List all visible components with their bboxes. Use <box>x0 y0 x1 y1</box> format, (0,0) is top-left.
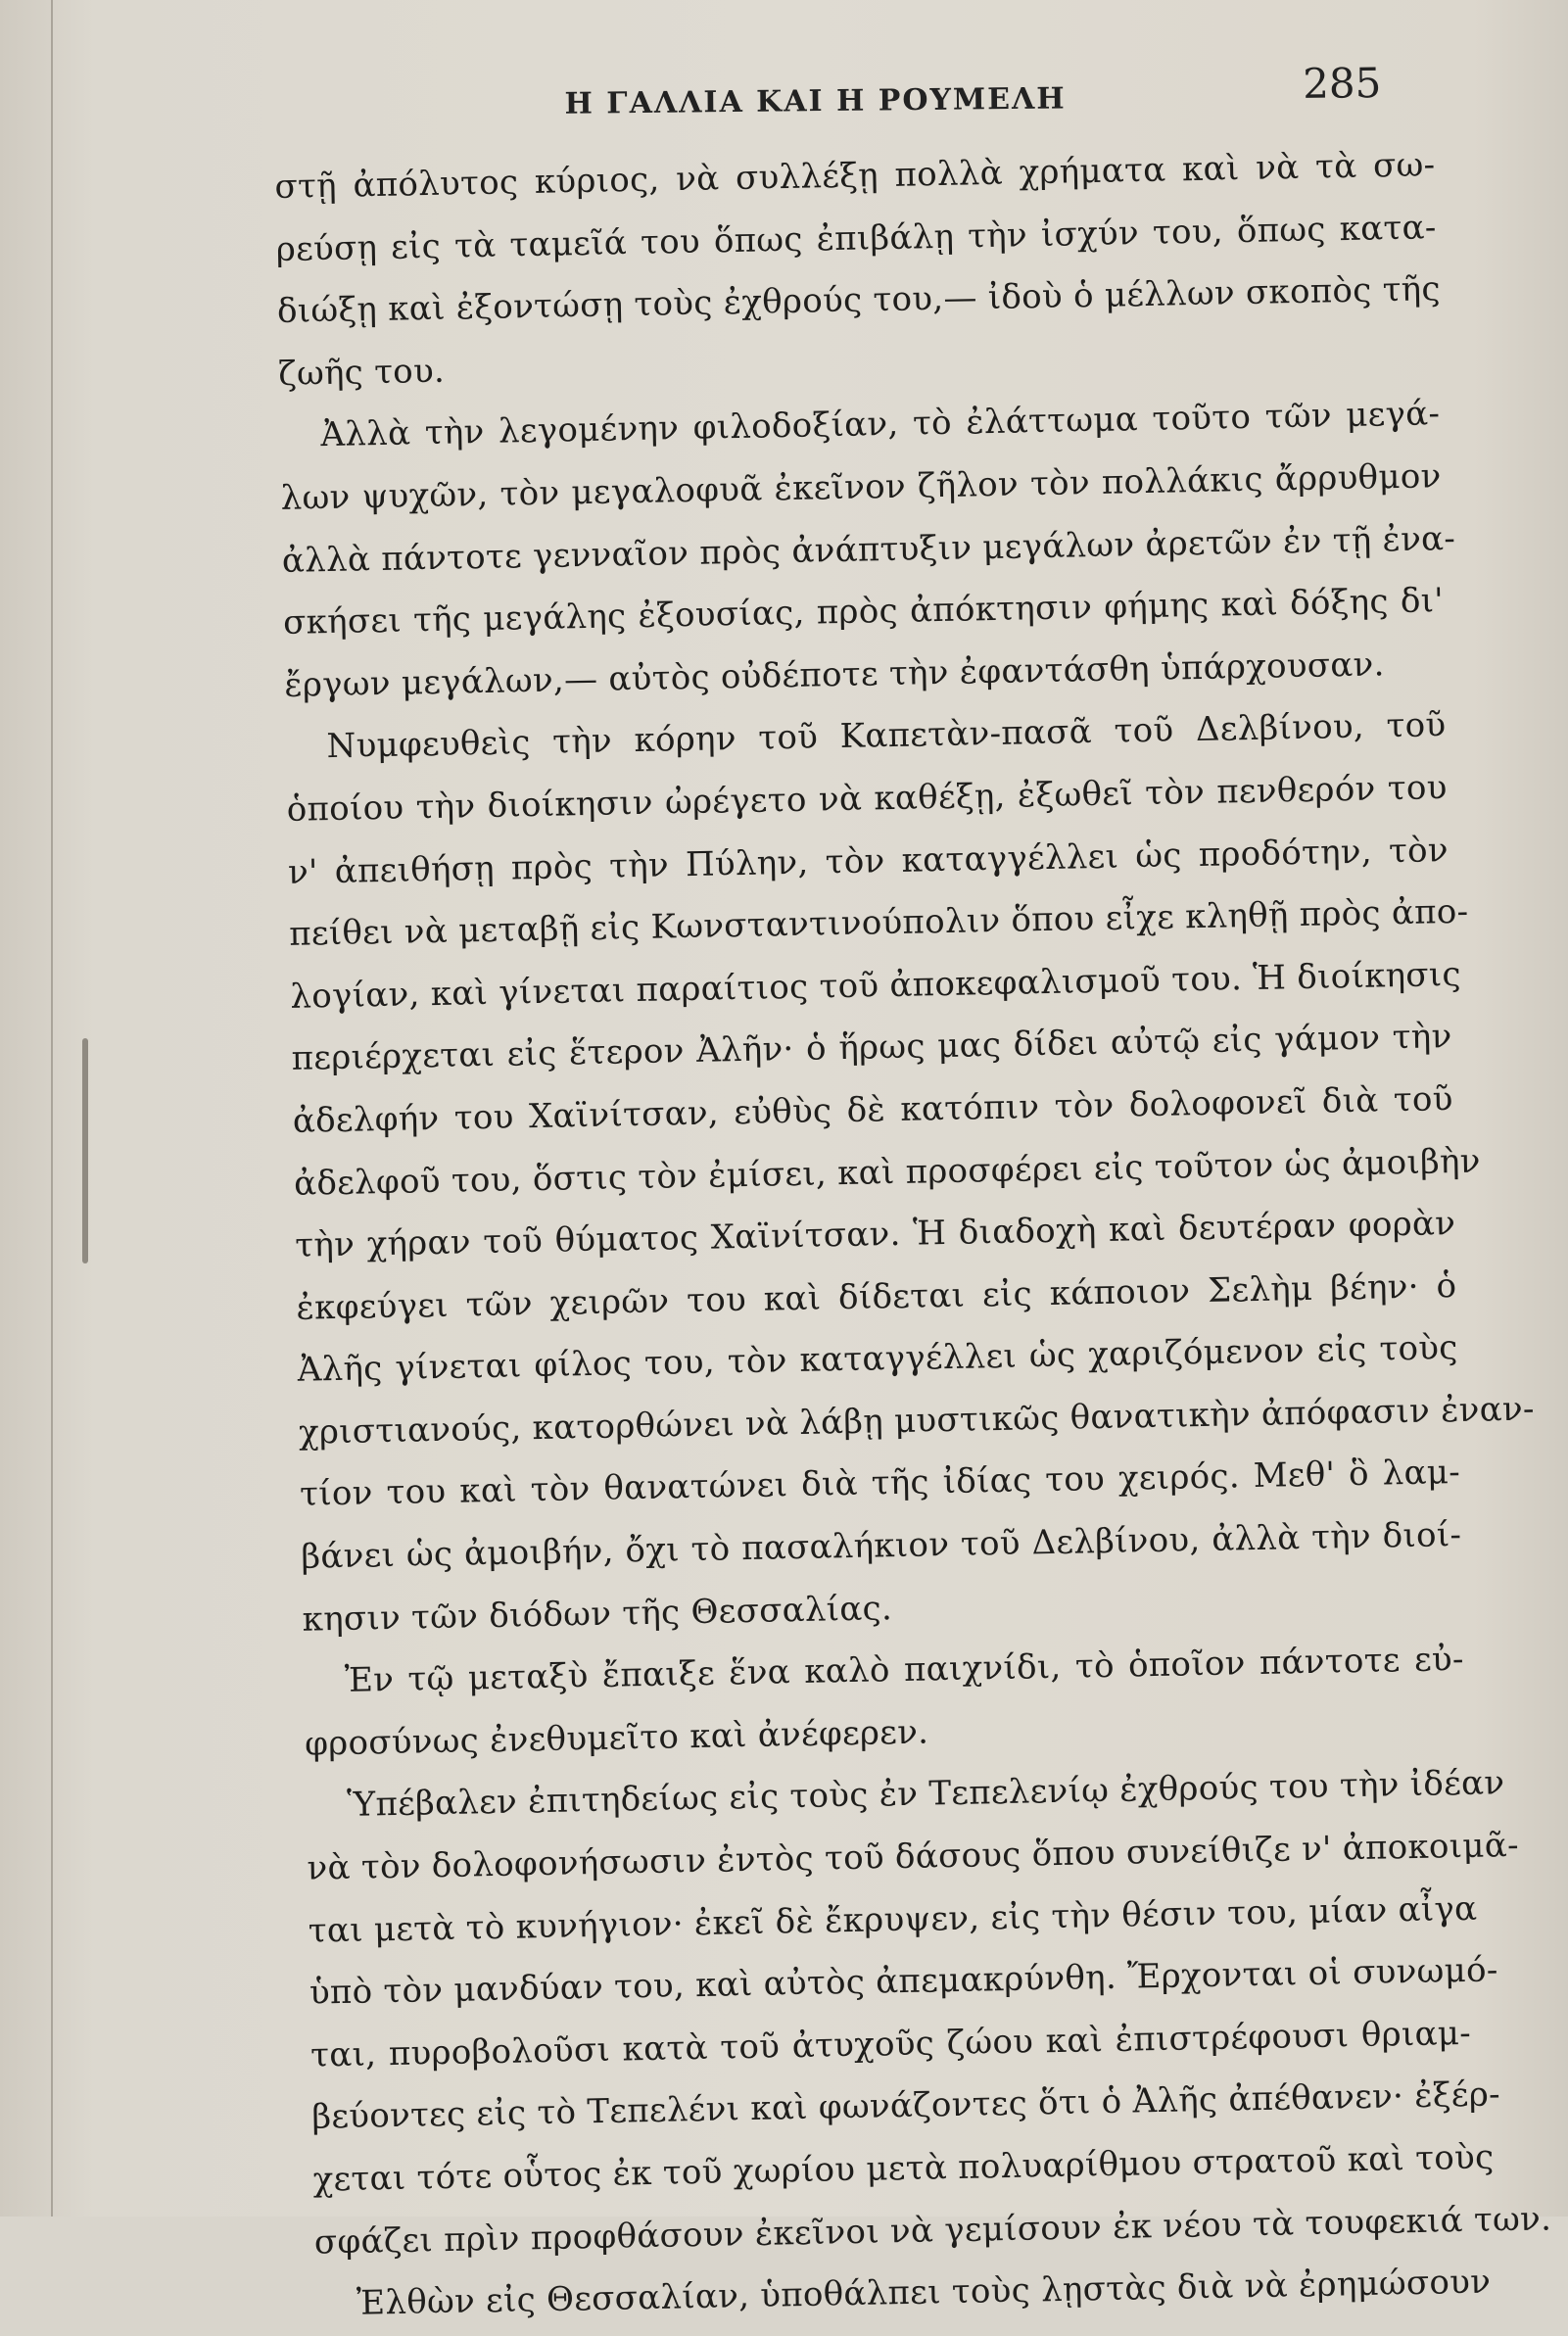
text-line: ρεύσῃ εἰς τὰ ταμεῖά του ὅπως ἐπιβάλῃ τὴν ἰσχύν του, ὅπως κατα- <box>275 207 1437 269</box>
text-line: τίον του καὶ τὸν θανατώνει διὰ τῆς ἰδίας του χειρός. Μεθ' ὃ λαμ- <box>299 1453 1461 1515</box>
text-line: σφάζει πρὶν προφθάσουν ἐκεῖνοι νὰ γεμίσουν ἐκ νέου τὰ τουφεκιά των. <box>313 2198 1552 2263</box>
running-title: Η ΓΑΛΛΙΑ ΚΑΙ Η ΡΟΥΜΕΛΗ <box>564 81 1067 121</box>
text-line: ἀλλὰ πάντοτε γενναῖον πρὸς ἀνάπτυξιν μεγάλων ἀρετῶν ἐν τῇ ἐνα- <box>281 518 1456 581</box>
text-line: βάνει ὡς ἀμοιβήν, ὄχι τὸ πασαλήκιον τοῦ Δελβίνου, ἀλλὰ τὴν διοί- <box>301 1515 1462 1577</box>
text-line: λων ψυχῶν, τὸν μεγαλοφυᾶ ἐκεῖνον ζῆλον τὸν πολλάκις ἄρρυθμον <box>280 456 1442 518</box>
text-line: ὁποίου τὴν διοίκησιν ὠρέγετο νὰ καθέξῃ, ἐξωθεῖ τὸν πενθερόν του <box>286 768 1448 830</box>
text-line: φροσύνως ἐνεθυμεῖτο καὶ ἀνέφερεν. <box>304 1712 929 1764</box>
margin-mark <box>82 1038 88 1263</box>
text-line: πείθει νὰ μεταβῇ εἰς Κωνσταντινούπολιν ὅπου εἶχε κληθῇ πρὸς ἀπο- <box>288 891 1469 954</box>
text-line: ται μετὰ τὸ κυνήγιον· ἐκεῖ δὲ ἔκρυψεν, εἰς τὴν θέσιν του, μίαν αἶγα <box>308 1888 1478 1951</box>
text-line: ὑπὸ τὸν μανδύαν του, καὶ αὐτὸς ἀπεμακρύνθη. Ἔρχονται οἱ συνωμό- <box>309 1950 1498 2013</box>
binding-edge <box>51 0 53 2217</box>
text-line: ζωῆς του. <box>277 351 446 394</box>
text-line: Ἀλλὰ τὴν λεγομένην φιλοδοξίαν, τὸ ἐλάττωμα τοῦτο τῶν μεγά- <box>320 394 1441 455</box>
page-number: 285 <box>1302 59 1382 108</box>
text-line: κησιν τῶν διόδων τῆς Θεσσαλίας. <box>302 1588 893 1640</box>
text-line: ται, πυροβολοῦσι κατὰ τοῦ ἀτυχοῦς ζώου καὶ ἐπιστρέφουσι θριαμ- <box>309 2013 1472 2075</box>
text-line: νὰ τὸν δολοφονήσωσιν ἐντὸς τοῦ δάσους ὅπου συνείθιζε ν' ἀποκοιμᾶ- <box>307 1825 1520 1888</box>
text-line: σκήσει τῆς μεγάλης ἐξουσίας, πρὸς ἀπόκτησιν φήμης καὶ δόξης δι' <box>282 581 1445 644</box>
text-line: Ἐλθὼν εἰς Θεσσαλίαν, ὑποθάλπει τοὺς λῃστὰς διὰ νὰ ἐρημώσουν <box>356 2262 1492 2323</box>
text-line: χριστιανούς, κατορθώνει νὰ λάβῃ μυστικῶς θανατικὴν ἀπόφασιν ἐναν- <box>298 1389 1536 1453</box>
text-line: Ἐν τῷ μεταξὺ ἔπαιξε ἕνα καλὸ παιχνίδι, τὸ ὁποῖον πάντοτε εὐ- <box>344 1640 1465 1701</box>
text-line: χεται τότε οὗτος ἐκ τοῦ χωρίου μετὰ πολυαρίθμου στρατοῦ καὶ τοὺς <box>312 2137 1495 2200</box>
text-line: ἐκφεύγει τῶν χειρῶν του καὶ δίδεται εἰς κάποιον Σελὴμ βέην· ὁ <box>296 1265 1457 1328</box>
text-line: τὴν χήραν τοῦ θύματος Χαϊνίτσαν. Ἡ διαδοχὴ καὶ δευτέραν φορὰν <box>294 1204 1456 1265</box>
text-line: περιέρχεται εἰς ἕτερον Ἀλῆν· ὁ ἥρως μας δίδει αὐτῷ εἰς γάμον τὴν <box>291 1017 1452 1079</box>
text-line: ἀδελφοῦ του, ὅστις τὸν ἐμίσει, καὶ προσφέρει εἰς τοῦτον ὡς ἀμοιβὴν <box>293 1141 1482 1204</box>
text-line: ἀδελφήν του Χαϊνίτσαν, εὐθὺς δὲ κατόπιν τὸν δολοφονεῖ διὰ τοῦ <box>292 1078 1454 1141</box>
text-line: ν' ἀπειθήσῃ πρὸς τὴν Πύλην, τὸν καταγγέλλει ὡς προδότην, τὸν <box>287 830 1449 892</box>
text-line: Ὑπέβαλεν ἐπιτηδείως εἰς τοὺς ἐν Τεπελενίῳ ἐχθρούς του τὴν ἰδέαν <box>346 1763 1505 1826</box>
text-line: ἔργων μεγάλων,— αὐτὸς οὐδέποτε τὴν ἐφαντάσθη ὑπάρχουσαν. <box>283 644 1385 705</box>
text-line: στῇ ἀπόλυτος κύριος, νὰ συλλέξῃ πολλὰ χρήματα καὶ νὰ τὰ σω- <box>274 145 1436 207</box>
text-line: λογίαν, καὶ γίνεται παραίτιος τοῦ ἀποκεφαλισμοῦ του. Ἡ διοίκησις <box>290 954 1462 1017</box>
text-line: βεύοντες εἰς τὸ Τεπελένι καὶ φωνάζοντες ὅτι ὁ Ἀλῆς ἀπέθανεν· ἐξέρ- <box>311 2074 1501 2138</box>
text-line: διώξῃ καὶ ἐξοντώσῃ τοὺς ἐχθρούς του,— ἰδοὺ ὁ μέλλων σκοπὸς τῆς <box>276 269 1442 332</box>
body-text <box>274 134 1552 2336</box>
page-header <box>264 45 1382 135</box>
text-line: Ἀλῆς γίνεται φίλος του, τὸν καταγγέλλει ὡς χαριζόμενον εἰς τοὺς <box>297 1328 1458 1391</box>
text-line: Νυμφευθεὶς τὴν κόρην τοῦ Καπετὰν-πασᾶ τοῦ Δελβίνου, τοῦ <box>326 705 1447 767</box>
